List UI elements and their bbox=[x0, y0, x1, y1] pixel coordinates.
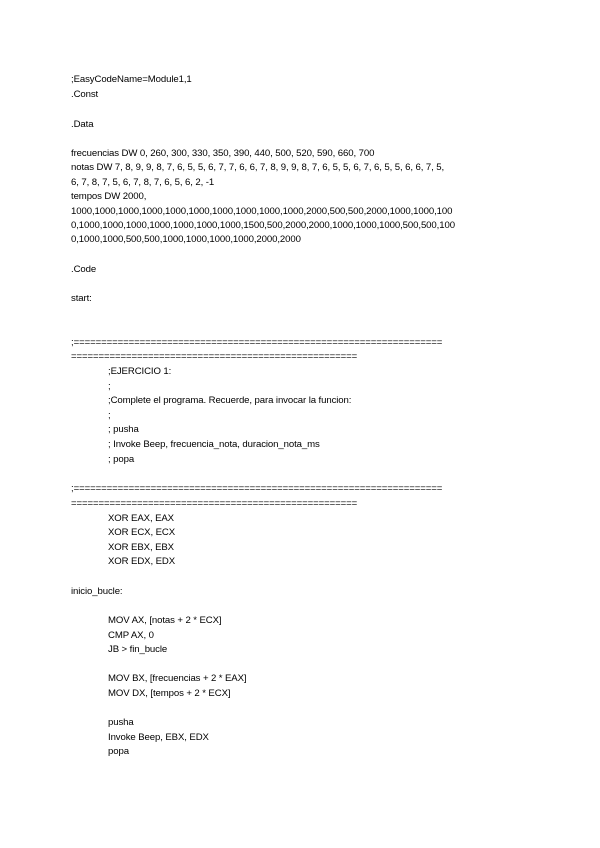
code-line: CMP AX, 0 bbox=[108, 630, 154, 641]
code-line: ; Invoke Beep, frecuencia_nota, duracion_nota_ms bbox=[108, 439, 320, 450]
code-line: ; bbox=[108, 410, 111, 421]
code-line: MOV DX, [tempos + 2 * ECX] bbox=[108, 688, 231, 699]
code-line: ;=================================================================== bbox=[71, 483, 443, 494]
code-line: XOR EAX, EAX bbox=[108, 513, 174, 524]
code-line: XOR EDX, EDX bbox=[108, 556, 176, 567]
code-line: 1000,1000,1000,1000,1000,1000,1000,1000,1000,1000,2000,500,500,2000,1000,1000,100 bbox=[71, 206, 453, 217]
code-line: .Data bbox=[71, 119, 94, 130]
code-line: ; bbox=[108, 381, 111, 392]
code-line: ;=================================================================== bbox=[71, 337, 443, 348]
code-line: 6, 7, 8, 7, 5, 6, 7, 8, 7, 6, 5, 6, 2, -1 bbox=[71, 177, 215, 188]
code-line: XOR EBX, EBX bbox=[108, 542, 174, 553]
code-line: ; popa bbox=[108, 454, 135, 465]
code-line: .Code bbox=[71, 264, 97, 275]
code-line: MOV BX, [frecuencias + 2 * EAX] bbox=[108, 673, 247, 684]
code-line: 0,1000,1000,1000,1000,1000,1000,1000,1500,500,2000,2000,1000,1000,1000,500,500,100 bbox=[71, 220, 455, 231]
code-line: ; pusha bbox=[108, 424, 139, 435]
code-line: ;EJERCICIO 1: bbox=[108, 366, 172, 377]
code-line: notas DW 7, 8, 9, 9, 8, 7, 6, 5, 5, 6, 7, 7, 6, 6, 7, 8, 9, 9, 8, 7, 6, 5, 5, 6, 7, 6, 5, 5, 6, 6, 7, 5, bbox=[71, 162, 445, 173]
code-line: ==================================================== bbox=[71, 498, 358, 509]
code-line: pusha bbox=[108, 717, 134, 728]
code-line: Invoke Beep, EBX, EDX bbox=[108, 732, 209, 743]
code-line: inicio_bucle: bbox=[71, 586, 123, 597]
code-line: JB > fin_bucle bbox=[108, 644, 168, 655]
code-line: 0,1000,1000,500,500,1000,1000,1000,1000,2000,2000 bbox=[71, 234, 301, 245]
code-line: tempos DW 2000, bbox=[71, 191, 147, 202]
code-line: ;Complete el programa. Recuerde, para invocar la funcion: bbox=[108, 395, 352, 406]
code-line: ;EasyCodeName=Module1,1 bbox=[71, 74, 192, 85]
code-line: frecuencias DW 0, 260, 300, 330, 350, 390, 440, 500, 520, 590, 660, 700 bbox=[71, 148, 375, 159]
code-line: popa bbox=[108, 746, 129, 757]
code-line: XOR ECX, ECX bbox=[108, 527, 176, 538]
code-line: ==================================================== bbox=[71, 351, 358, 362]
code-line: .Const bbox=[71, 89, 99, 100]
code-line: start: bbox=[71, 293, 92, 304]
code-line: MOV AX, [notas + 2 * ECX] bbox=[108, 615, 222, 626]
